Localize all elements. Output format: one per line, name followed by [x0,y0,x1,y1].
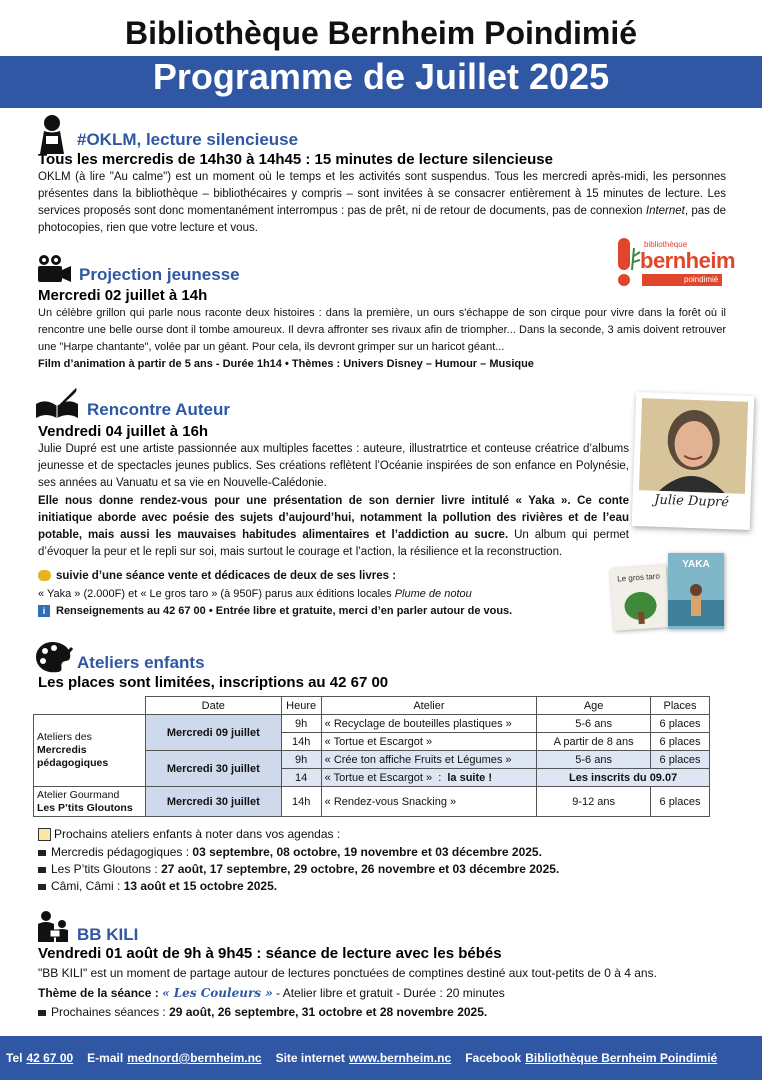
next-atelier-item [38,844,542,861]
video-camera-icon [36,254,72,284]
rencontre-books [38,586,472,603]
author-photo [632,392,755,530]
projection-text: Un célèbre grillon qui parle nous raconte deux histoires : dans la première, un ours s'échappe de son cirque pour vivre dans la forêt où il rencontre une belle ourse dont il tombe amoureux. Il devra affronter ses rivaux afin de triompher... Dans la seconde, 3 amis doivent retrouver une "Harpe chantante", volée par un géant. Pour cela, ils devront grimper sur un haricot géant... [38,307,726,353]
theme-rest: - Atelier libre et gratuit - Durée : 20 minutes [272,986,505,1000]
facebook-link[interactable]: Bibliothèque Bernheim Poindimié [525,1051,718,1065]
books-text: « Yaka » (2.000F) et « Le gros taro » (à 950F) parus aux éditions locales [38,588,395,600]
next-dates: 27 août, 17 septembre, 29 octobre, 26 novembre et 03 décembre 2025. [161,862,560,876]
bbkili-schedule: Vendredi 01 août de 9h à 9h45 : séance de lecture avec les bébés [38,945,502,962]
places-cell: 6 places [651,733,710,751]
book-yaka [668,553,724,629]
group1-label: Ateliers des [37,731,92,743]
age-cell: Les inscrits du 09.07 [537,769,710,787]
places-cell: 6 places [651,751,710,769]
author-signature: Julie Dupré [653,492,730,511]
site-link[interactable]: www.bernheim.nc [348,1051,452,1065]
age-cell: 5-6 ans [537,715,651,733]
atelier-name: « Tortue et Escargot » [324,771,433,784]
bbkili-title: BB KILI [77,925,139,944]
atelier-cell: « Tortue et Escargot » : la suite ! [321,769,537,787]
bullet-icon [38,867,46,873]
date-cell: Mercredi 30 juillet [145,751,281,787]
group2-label: Atelier Gourmand [37,788,120,801]
library-name: Bibliothèque Bernheim Poindimié [124,15,638,51]
bbkili-next-dates: 29 août, 26 septembre, 31 octobre et 28 novembre 2025. [169,1005,488,1019]
theme-value: « Les Couleurs » [162,986,273,1000]
date-cell: Mercredi 30 juillet [145,787,281,817]
projection-title: Projection jeunesse [79,265,240,284]
oklm-text-italic: Internet [645,205,685,217]
bernheim-logo [618,236,736,288]
header-empty-cell [34,697,146,715]
open-book-quill-icon [34,386,80,420]
places-cell: 6 places [651,715,710,733]
bbkili-next-label: Prochaines séances : [51,1005,170,1019]
heure-cell: 9h [281,751,321,769]
oklm-text-b: , pas de photocopies, rien que votre lecture et vous. [38,205,726,234]
oklm-text-a: OKLM (à lire "Au calme") est un moment où le temps et les activités sont suspendus. Tous les mercredi après-midi, les personnes présentes dans la bibliothèque – bibliothécaires y compris – sont invitées à se consacrer entièrement à 15 minutes de lecture. Les services proposés sont donc momentanément interrompus : pas de prêt, ni de retour de documents, pas de connexion [38,171,726,217]
table-header-row [34,697,710,715]
atelier-cell: « Rendez-vous Snacking » [321,787,537,817]
next-dates: 13 août et 15 octobre 2025. [123,879,278,893]
atelier-cell: « Crée ton affiche Fruits et Légumes » [321,751,537,769]
header-band [0,56,762,108]
projection-details: Film d’animation à partir de 5 ans - Durée 1h14 • Thèmes : Univers Disney – Humour – Musique [38,358,534,370]
tel-link[interactable]: 42 67 00 [26,1051,74,1065]
parent-reading-icon [36,910,72,942]
date-cell: Mercredi 09 juillet [145,715,281,751]
header-heure: Heure [281,697,321,715]
heart-hands-icon [38,570,51,581]
header-places: Places [651,697,710,715]
header-atelier: Atelier [321,697,537,715]
notepad-icon [38,828,51,841]
rencontre-schedule: Vendredi 04 juillet à 16h [38,423,209,440]
next-label: Les P’tits Gloutons : [51,862,162,876]
heure-cell: 14 [281,769,321,787]
age-cell: 5-6 ans [537,751,651,769]
oklm-schedule: Tous les mercredis de 14h30 à 14h45 : 15 minutes de lecture silencieuse [38,151,553,168]
oklm-text [38,169,726,237]
atelier-cell: « Tortue et Escargot » [321,733,537,751]
site-label: Site internet [275,1051,345,1065]
palette-icon [34,640,74,674]
group-gloutons [34,787,146,817]
next-atelier-item [38,878,277,895]
next-ateliers-title [38,826,340,843]
table-row [34,787,710,817]
group2-name: Les P’tits Gloutons [37,801,133,814]
age-cell: 9-12 ans [537,787,651,817]
places-cell: 6 places [651,787,710,817]
header-date: Date [145,697,281,715]
oklm-title: #OKLM, lecture silencieuse [77,130,299,149]
ateliers-subtitle: Les places sont limitées, inscriptions au 42 67 00 [38,674,389,691]
next-title-text: Prochains ateliers enfants à noter dans vos agendas : [54,827,341,841]
rencontre-signing [38,568,396,585]
bbkili-theme [38,985,505,1002]
rencontre-text-2 [38,493,629,561]
header-top [0,0,762,60]
facebook-label: Facebook [465,1051,522,1065]
next-atelier-item [38,861,559,878]
rencontre-info [38,603,512,620]
heure-cell: 9h [281,715,321,733]
signing-text: suivie d’une séance vente et dédicaces de deux de ses livres : [56,570,397,582]
rencontre-text-1: Julie Dupré est une artiste passionnée aux multiples facettes : auteure, illustratrtice et conteuse créatrice d’albums jeunesse et de spectacles jeunes publics. Ses créations reflètent l’Océanie inspirées de son enfance en Polynésie, ses années au Vanuatu et sa vie en Nouvelle-Calédonie. [38,443,629,489]
info-icon: i [38,605,50,617]
page-footer [0,1036,762,1080]
next-dates: 03 septembre, 08 octobre, 19 novembre et 03 décembre 2025. [192,845,542,859]
book-le-gros-taro [610,565,670,631]
rencontre-text-2-rest: Un album qui permet d’évoquer la peur et le repli sur soi, mais surtout le courage et l’action, la résilience et la reconstruction. [38,529,629,558]
ateliers-title: Ateliers enfants [77,653,205,672]
bullet-icon [38,1010,46,1016]
bbkili-next [38,1004,487,1021]
page-header [0,0,762,108]
rencontre-title: Rencontre Auteur [87,400,230,419]
book1-title: Le gros taro [616,571,661,584]
ateliers-table [33,696,710,817]
reading-woman-icon [36,114,68,154]
logo-small-text: bibliothèque [644,240,688,249]
next-label: Mercredis pédagogiques : [51,845,193,859]
author-portrait [639,398,748,494]
group1-name: Mercredis pédagogiques [37,744,109,769]
tel-label: Tel [6,1051,23,1065]
header-age: Age [537,697,651,715]
rencontre-text-2-bold: Elle nous donne rendez-vous pour une présentation de son dernier livre intitulé « Yaka ». Ce conte initiatique aborde avec poésie des sujets d’aujourd’hui, notamment la pollution des rivières et de l’eau potable, mais aussi les mauvaises habitudes alimentaires et l’addiction au sucre. [38,495,629,541]
atelier-cell: « Recyclage de bouteilles plastiques » [321,715,537,733]
bullet-icon [38,884,46,890]
bbkili-text: "BB KILI" est un moment de partage autour de lectures ponctuées de comptines destiné aux tout-petits de 0 à 4 ans. [38,966,657,980]
info-text: Renseignements au 42 67 00 • Entrée libre et gratuite, merci d’en parler autour de vous. [56,605,513,617]
email-link[interactable]: mednord@bernheim.nc [127,1051,262,1065]
age-cell: A partir de 8 ans [537,733,651,751]
table-row [34,715,710,733]
publisher-text: Plume de notou [394,588,472,600]
projection-schedule: Mercredi 02 juillet à 14h [38,287,208,304]
next-label: Câmi, Câmi : [51,879,124,893]
group-mercredis [34,715,146,787]
book2-title: YAKA [682,559,710,570]
atelier-suite: la suite ! [447,771,492,784]
programme-title: Programme de Juillet 2025 [152,56,610,97]
logo-brand-text: bernheim [640,248,736,273]
email-label: E-mail [87,1051,124,1065]
bullet-icon [38,850,46,856]
heure-cell: 14h [281,733,321,751]
theme-label: Thème de la séance : [38,986,163,1000]
logo-town-text: poindimié [684,275,719,284]
heure-cell: 14h [281,787,321,817]
